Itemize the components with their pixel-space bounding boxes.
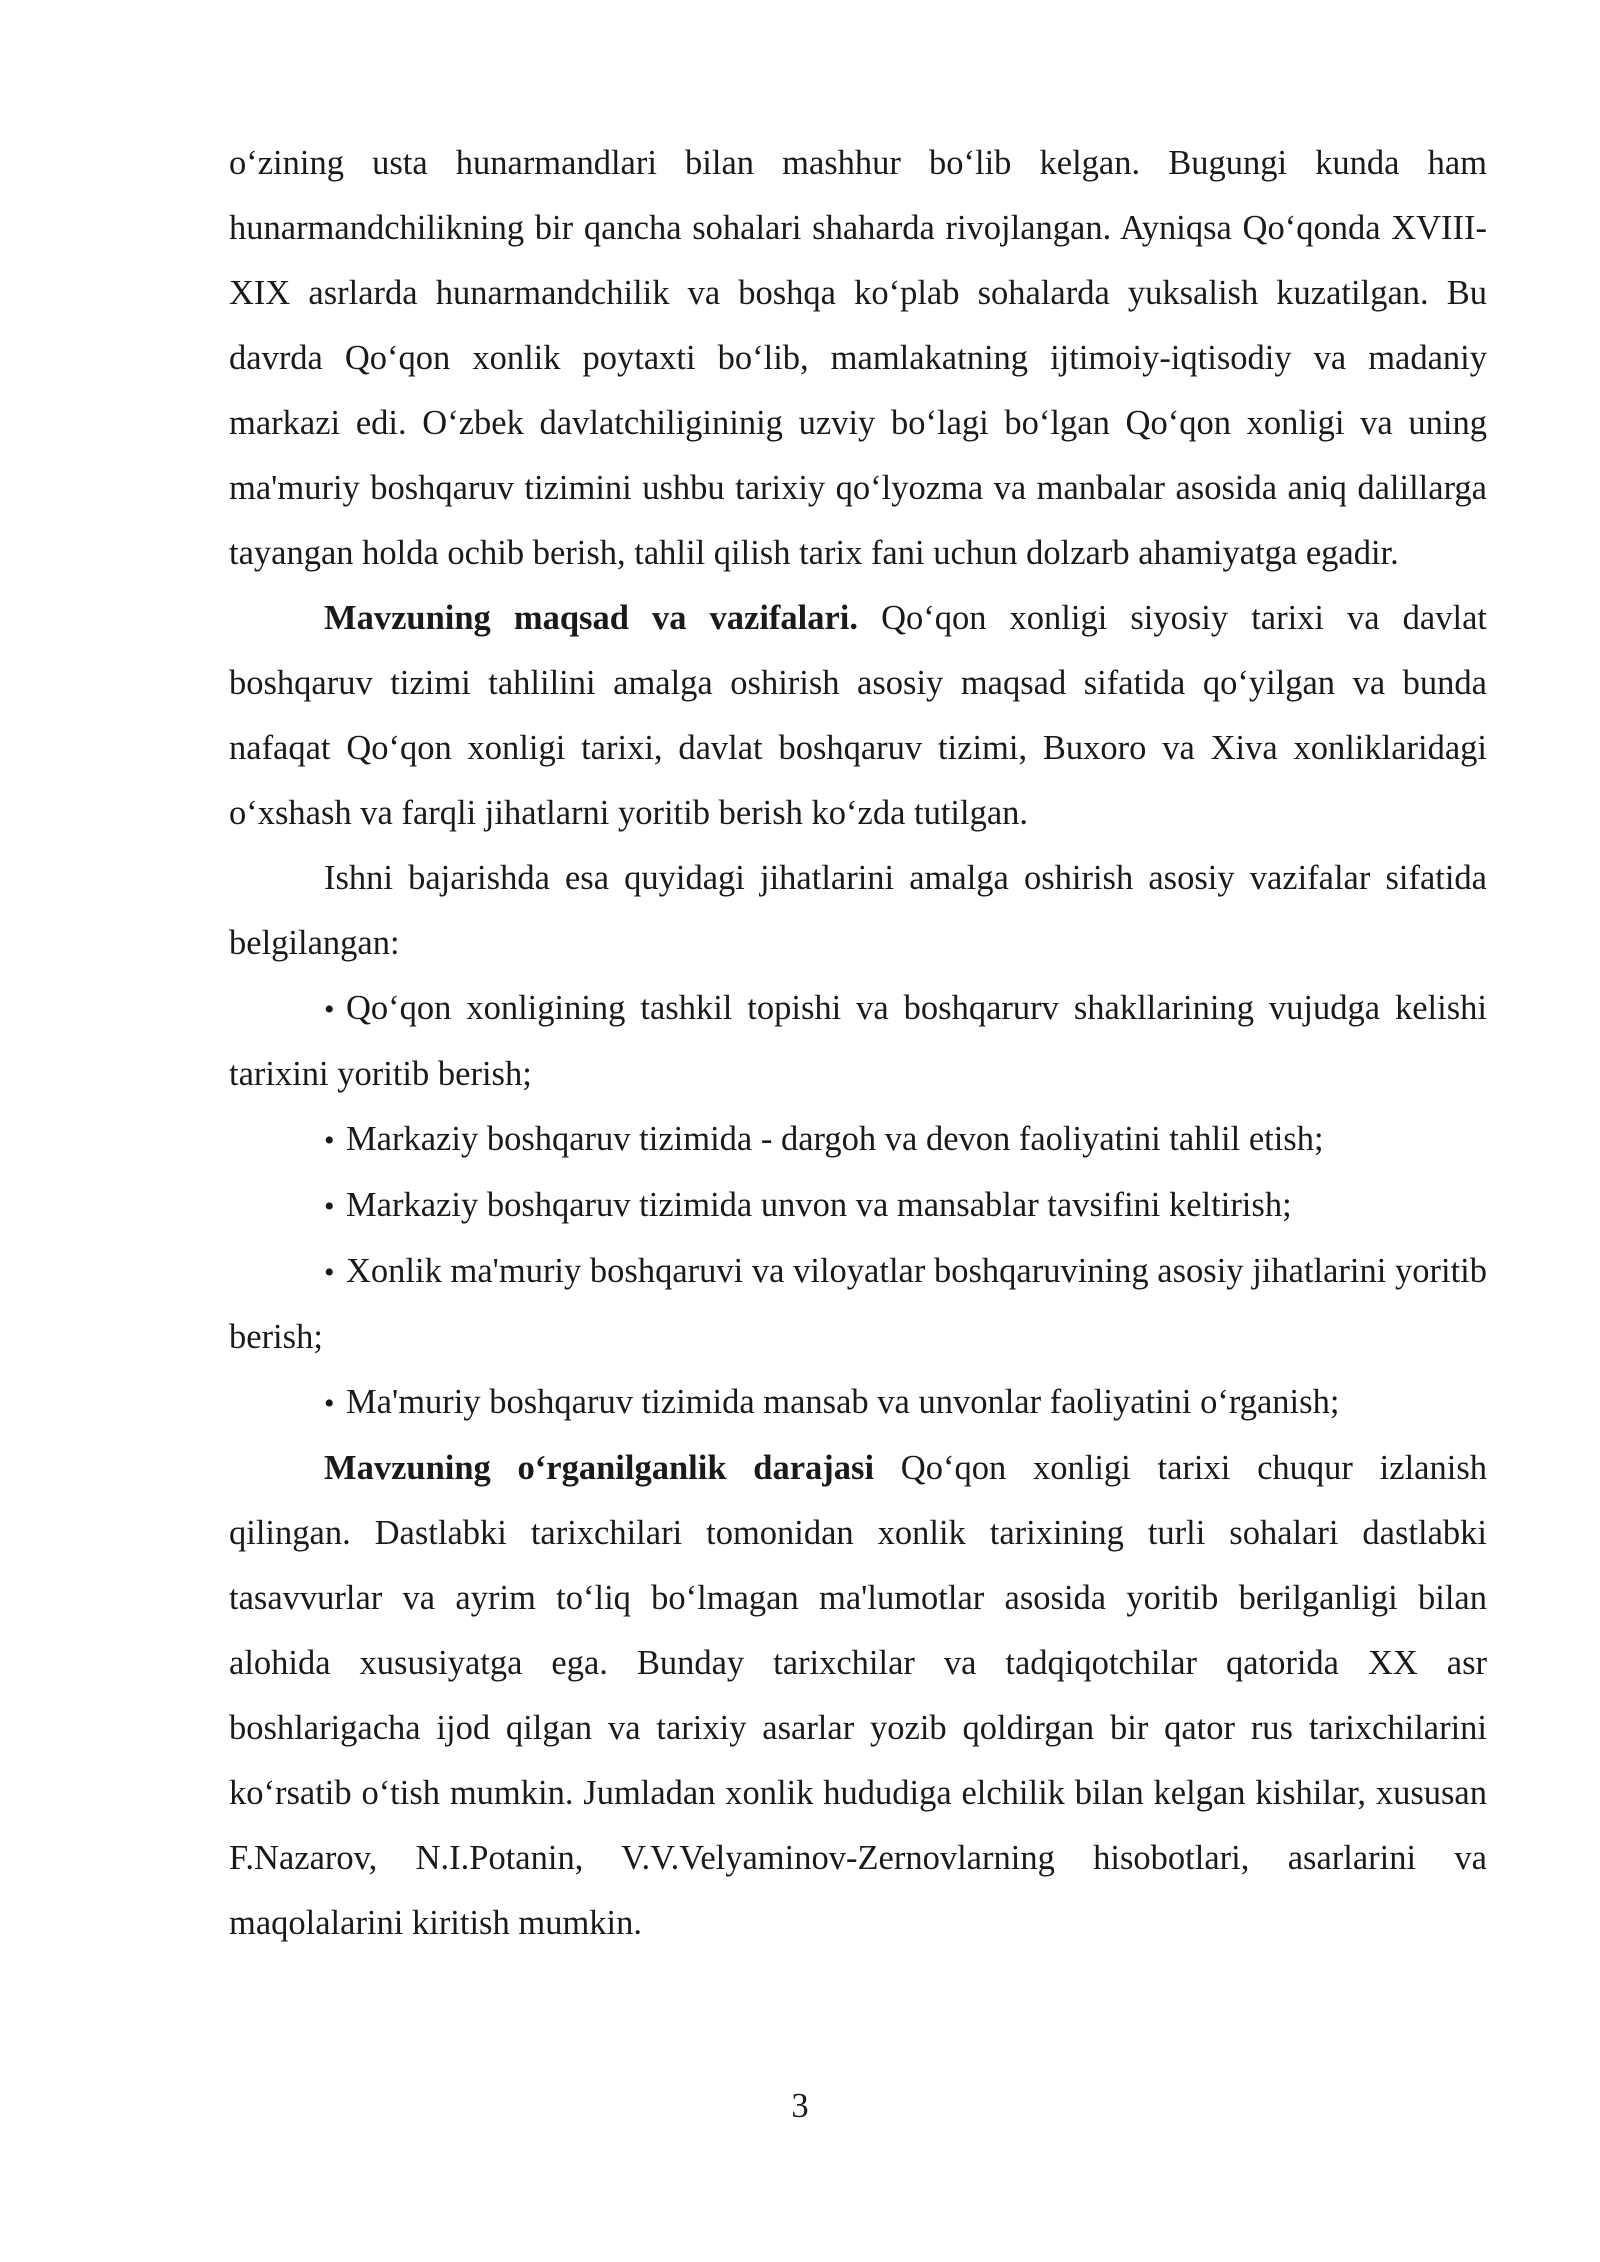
research-level-paragraph [229, 1436, 1487, 1956]
bullet-icon: • [324, 1387, 335, 1420]
bullet-icon: • [324, 1256, 335, 1289]
research-level-heading: Mavzuning o‘rganilganlik darajasi [324, 1449, 875, 1487]
task-list-item-text: Qo‘qon xonligining tashkil topishi va boshqarurv shakllarining vujudga kelishi tarixini yoritib berish; [229, 989, 1487, 1093]
task-list-item-text: Ma'muriy boshqaruv tizimida mansab va unvonlar faoliyatini o‘rganish; [346, 1383, 1340, 1421]
tasks-intro-text: Ishni bajarishda esa quyidagi jihatlarini amalga oshirish asosiy vazifalar sifatida belgilangan: [229, 859, 1487, 962]
page-number: 3 [791, 2087, 809, 2125]
task-list-item [229, 1107, 1487, 1173]
bullet-icon: • [324, 1190, 335, 1223]
bullet-icon: • [324, 1124, 335, 1157]
task-list-item [229, 1370, 1487, 1436]
task-list-item-text: Xonlik ma'muriy boshqaruvi va viloyatlar boshqaruvining asosiy jihatlarini yoritib berish; [229, 1252, 1487, 1356]
task-list-item [229, 976, 1487, 1107]
intro-paragraph-text: o‘zining usta hunarmandlari bilan mashhur bo‘lib kelgan. Bugungi kunda ham hunarmandchilikning bir qancha sohalari shaharda rivojlangan. Ayniqsa Qo‘qonda XVIII-XIX asrlarda hunarmandchilik va boshqa ko‘plab sohalarda yuksalish kuzatilgan. Bu davrda Qo‘qon xonlik poytaxti bo‘lib, mamlakatning ijtimoiy-iqtisodiy va madaniy markazi edi. O‘zbek davlatchiligininig uzviy bo‘lagi bo‘lgan Qo‘qon xonligi va uning ma'muriy boshqaruv tizimini ushbu tarixiy qo‘lyozma va manbalar asosida aniq dalillarga tayangan holda ochib berish, tahlil qilish tarix fani uchun dolzarb ahamiyatga egadir. [229, 144, 1487, 572]
task-list-item [229, 1173, 1487, 1239]
task-list-item [229, 1239, 1487, 1370]
research-level-paragraph-text: Qo‘qon xonligi tarixi chuqur izlanish qilingan. Dastlabki tarixchilari tomonidan xonlik tarixining turli sohalari dastlabki tasavvurlar va ayrim to‘liq bo‘lmagan ma'lumotlar asosida yoritib berilganligi bilan alohida xususiyatga ega. Bunday tarixchilar va tadqiqotchilar qatorida XX asr boshlarigacha ijod qilgan va tarixiy asarlar yozib qoldirgan bir qator rus tarixchilarini ko‘rsatib o‘tish mumkin. Jumladan xonlik hududiga elchilik bilan kelgan kishilar, xususan F.Nazarov, N.I.Potanin, V.V.Velyaminov-Zernovlarning hisobotlari, asarlarini va maqolalarini kiritish mumkin. [229, 1449, 1487, 1942]
intro-paragraph [229, 131, 1487, 586]
task-list-item-text: Markaziy boshqaruv tizimida unvon va mansablar tavsifini keltirish; [346, 1186, 1292, 1224]
bullet-icon: • [324, 993, 335, 1026]
goals-paragraph-text: Qo‘qon xonligi siyosiy tarixi va davlat boshqaruv tizimi tahlilini amalga oshirish asosiy maqsad sifatida qo‘yilgan va bunda nafaqat Qo‘qon xonligi tarixi, davlat boshqaruv tizimi, Buxoro va Xiva xonliklaridagi o‘xshash va farqli jihatlarni yoritib berish ko‘zda tutilgan. [229, 599, 1487, 832]
tasks-intro-paragraph [229, 846, 1487, 976]
goals-paragraph [229, 586, 1487, 846]
goals-heading: Mavzuning maqsad va vazifalari. [324, 599, 858, 637]
task-list-item-text: Markaziy boshqaruv tizimida - dargoh va devon faoliyatini tahlil etish; [346, 1120, 1324, 1158]
page-body [229, 131, 1487, 1956]
